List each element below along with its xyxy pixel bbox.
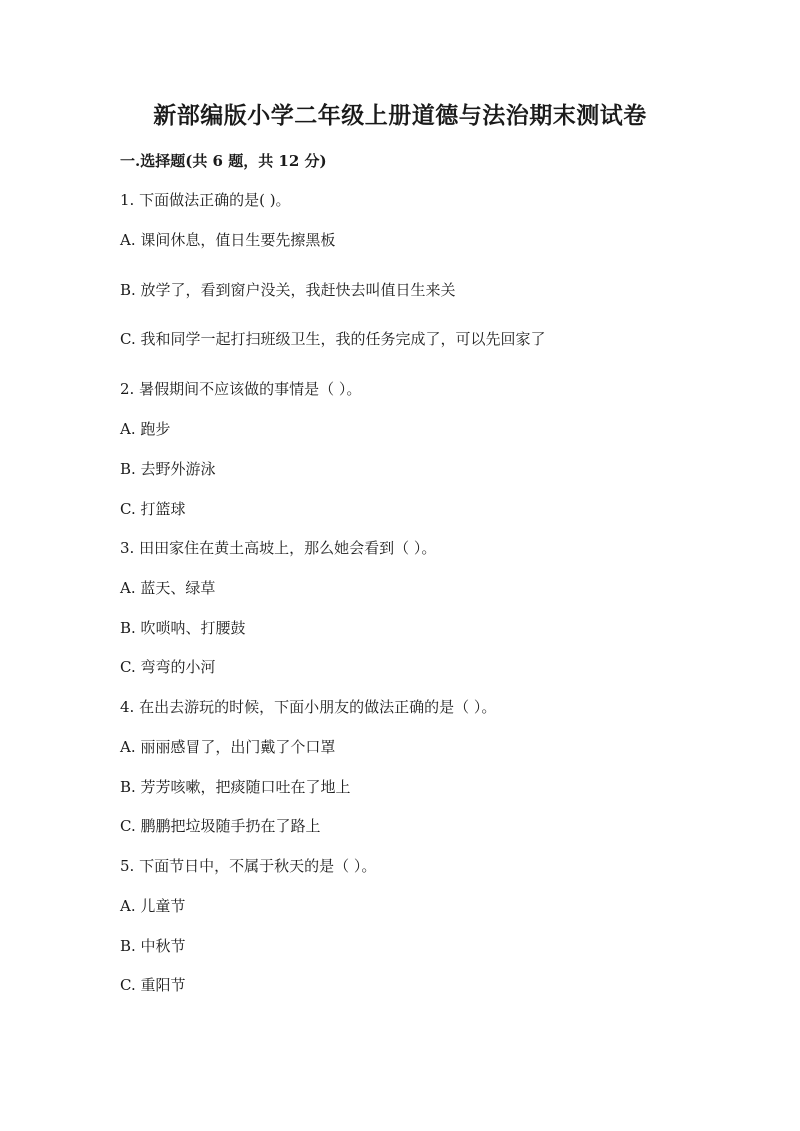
question-4-option-a: A. 丽丽感冒了，出门戴了个口罩 [120,738,336,756]
question-5-option-c: C. 重阳节 [120,976,186,994]
question-3-stem: 3. 田田家住在黄土高坡上，那么她会看到（ ）。 [120,539,437,557]
question-5-option-a: A. 儿童节 [120,897,186,915]
question-3-option-c: C. 弯弯的小河 [120,658,216,676]
question-1-option-c: C. 我和同学一起打扫班级卫生，我的任务完成了，可以先回家了 [120,330,546,348]
question-1-stem: 1. 下面做法正确的是( )。 [120,191,291,209]
question-2-option-b: B. 去野外游泳 [120,460,216,478]
question-2-option-a: A. 跑步 [120,420,171,438]
question-4-stem: 4. 在出去游玩的时候，下面小朋友的做法正确的是（ ）。 [120,698,497,716]
question-1-option-b: B. 放学了，看到窗户没关，我赶快去叫值日生来关 [120,281,456,299]
question-5-option-b: B. 中秋节 [120,937,186,955]
page-title: 新部编版小学二年级上册道德与法治期末测试卷 [153,102,647,129]
question-2-option-c: C. 打篮球 [120,500,186,518]
question-3-option-a: A. 蓝天、绿草 [120,579,216,597]
question-4-option-c: C. 鹏鹏把垃圾随手扔在了路上 [120,817,321,835]
section-heading: 一.选择题(共 6 题，共 12 分) [120,152,327,170]
question-4-option-b: B. 芳芳咳嗽，把痰随口吐在了地上 [120,778,351,796]
question-1-option-a: A. 课间休息，值日生要先擦黑板 [120,231,336,249]
question-2-stem: 2. 暑假期间不应该做的事情是（ ）。 [120,380,362,398]
question-3-option-b: B. 吹唢呐、打腰鼓 [120,619,246,637]
question-5-stem: 5. 下面节日中，不属于秋天的是（ ）。 [120,857,377,875]
